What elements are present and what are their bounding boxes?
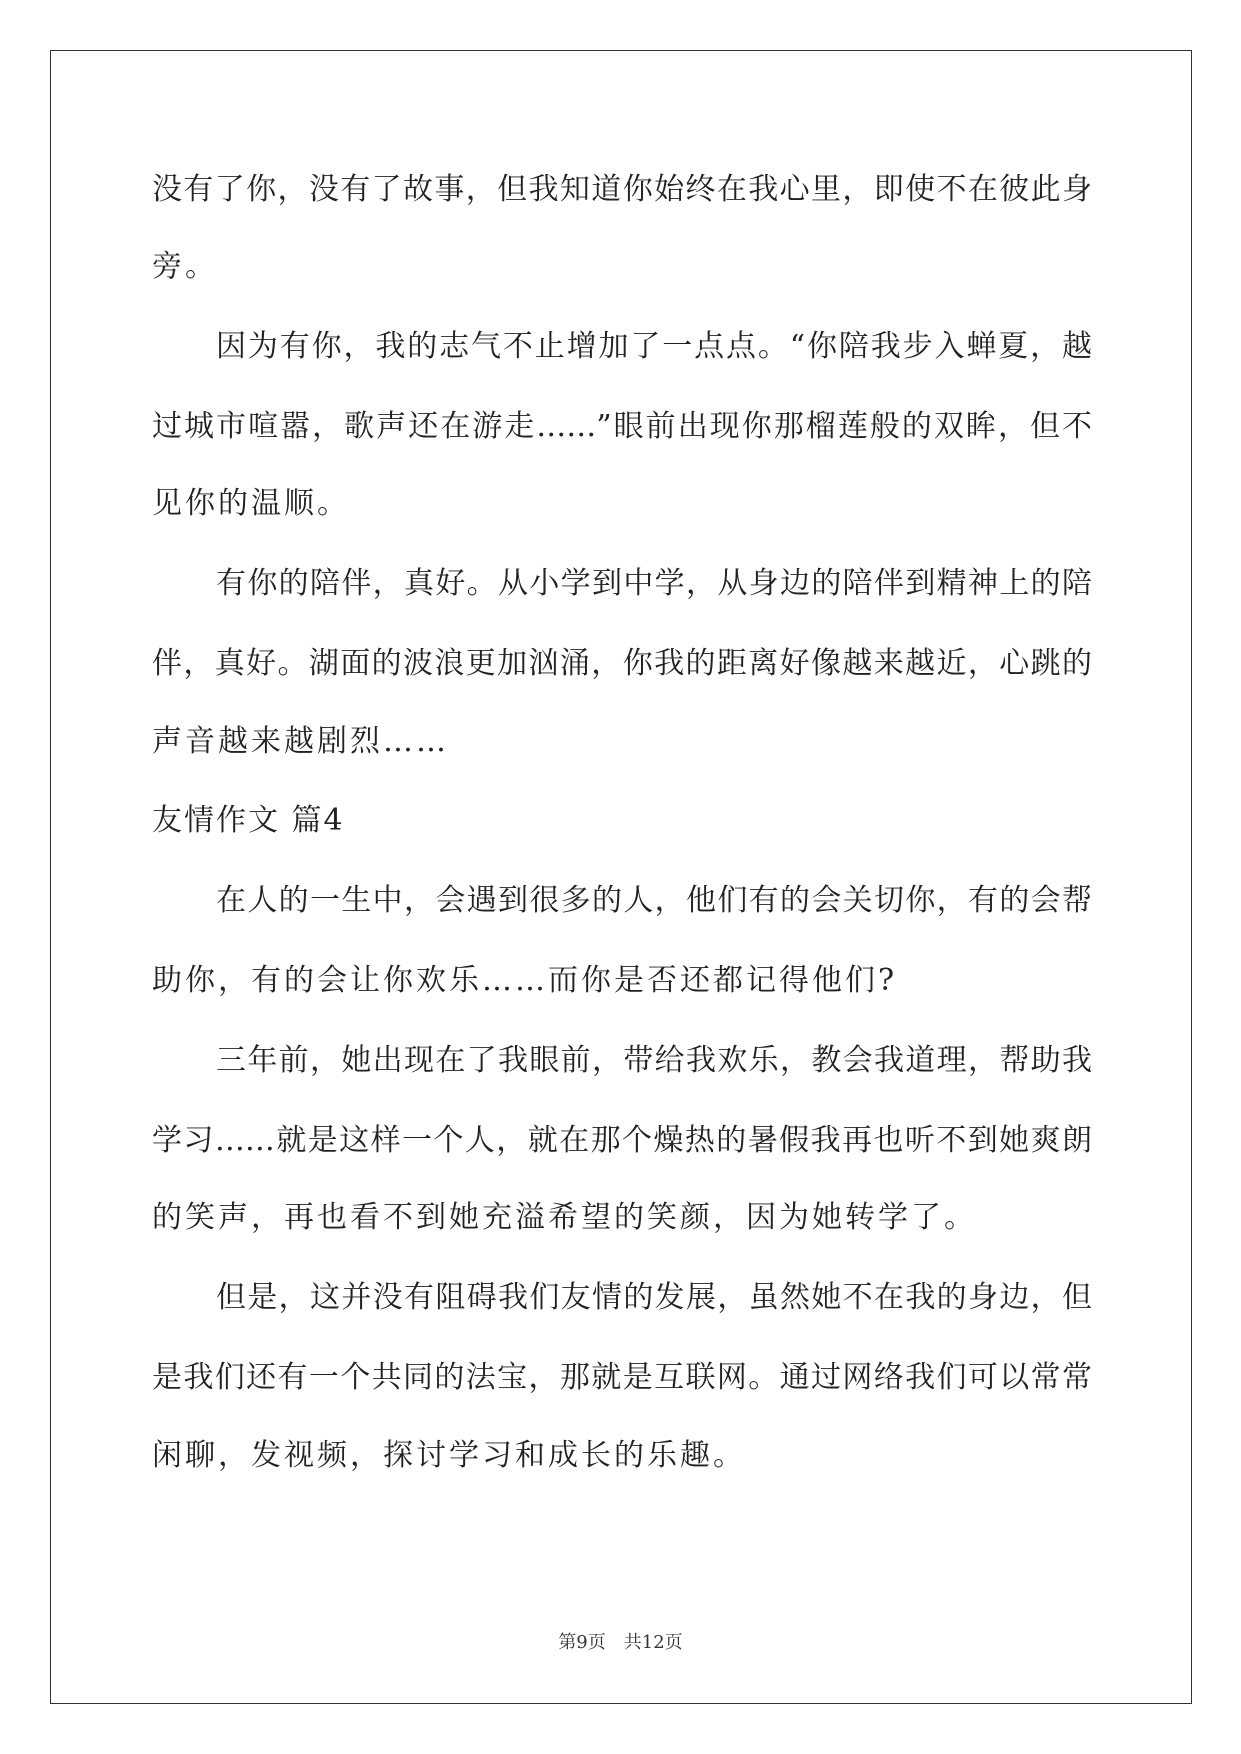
paragraph-line: 但是，这并没有阻碍我们友情的发展，虽然她不在我的身边，但 — [216, 1280, 1092, 1315]
paragraph-line: 是我们还有一个共同的法宝，那就是互联网。通过网络我们可以常常 — [152, 1360, 1092, 1395]
paragraph-line: 闲聊，发视频，探讨学习和成长的乐趣。 — [152, 1438, 746, 1473]
section-heading: 友情作文 篇4 — [152, 803, 345, 838]
paragraph-line: 没有了你，没有了故事，但我知道你始终在我心里，即使不在彼此身 — [152, 172, 1092, 207]
paragraph-line: 三年前，她出现在了我眼前，带给我欢乐，教会我道理，帮助我 — [216, 1043, 1092, 1078]
paragraph-line: 因为有你，我的志气不止增加了一点点。“你陪我步入蝉夏，越 — [216, 329, 1092, 364]
paragraph-line: 助你，有的会让你欢乐……而你是否还都记得他们? — [152, 963, 898, 998]
paragraph-line: 旁。 — [152, 249, 218, 284]
paragraph-line: 过城市喧嚣，歌声还在游走……”眼前出现你那榴莲般的双眸，但不 — [152, 409, 1092, 444]
paragraph-line: 在人的一生中，会遇到很多的人，他们有的会关切你，有的会帮 — [216, 883, 1092, 918]
paragraph-line: 声音越来越剧烈…… — [152, 724, 449, 759]
paragraph-line: 有你的陪伴，真好。从小学到中学，从身边的陪伴到精神上的陪 — [216, 566, 1092, 601]
paragraph-line: 见你的温顺。 — [152, 486, 350, 521]
page-footer — [0, 1630, 1241, 1656]
paragraph-line: 的笑声，再也看不到她充溢希望的笑颜，因为她转学了。 — [152, 1200, 977, 1235]
page-total: 共12页 — [623, 1632, 683, 1653]
paragraph-line: 学习……就是这样一个人，就在那个燥热的暑假我再也听不到她爽朗 — [152, 1123, 1092, 1158]
paragraph-line: 伴，真好。湖面的波浪更加汹涌，你我的距离好像越来越近，心跳的 — [152, 646, 1092, 681]
page-number: 第9页 — [558, 1632, 606, 1653]
